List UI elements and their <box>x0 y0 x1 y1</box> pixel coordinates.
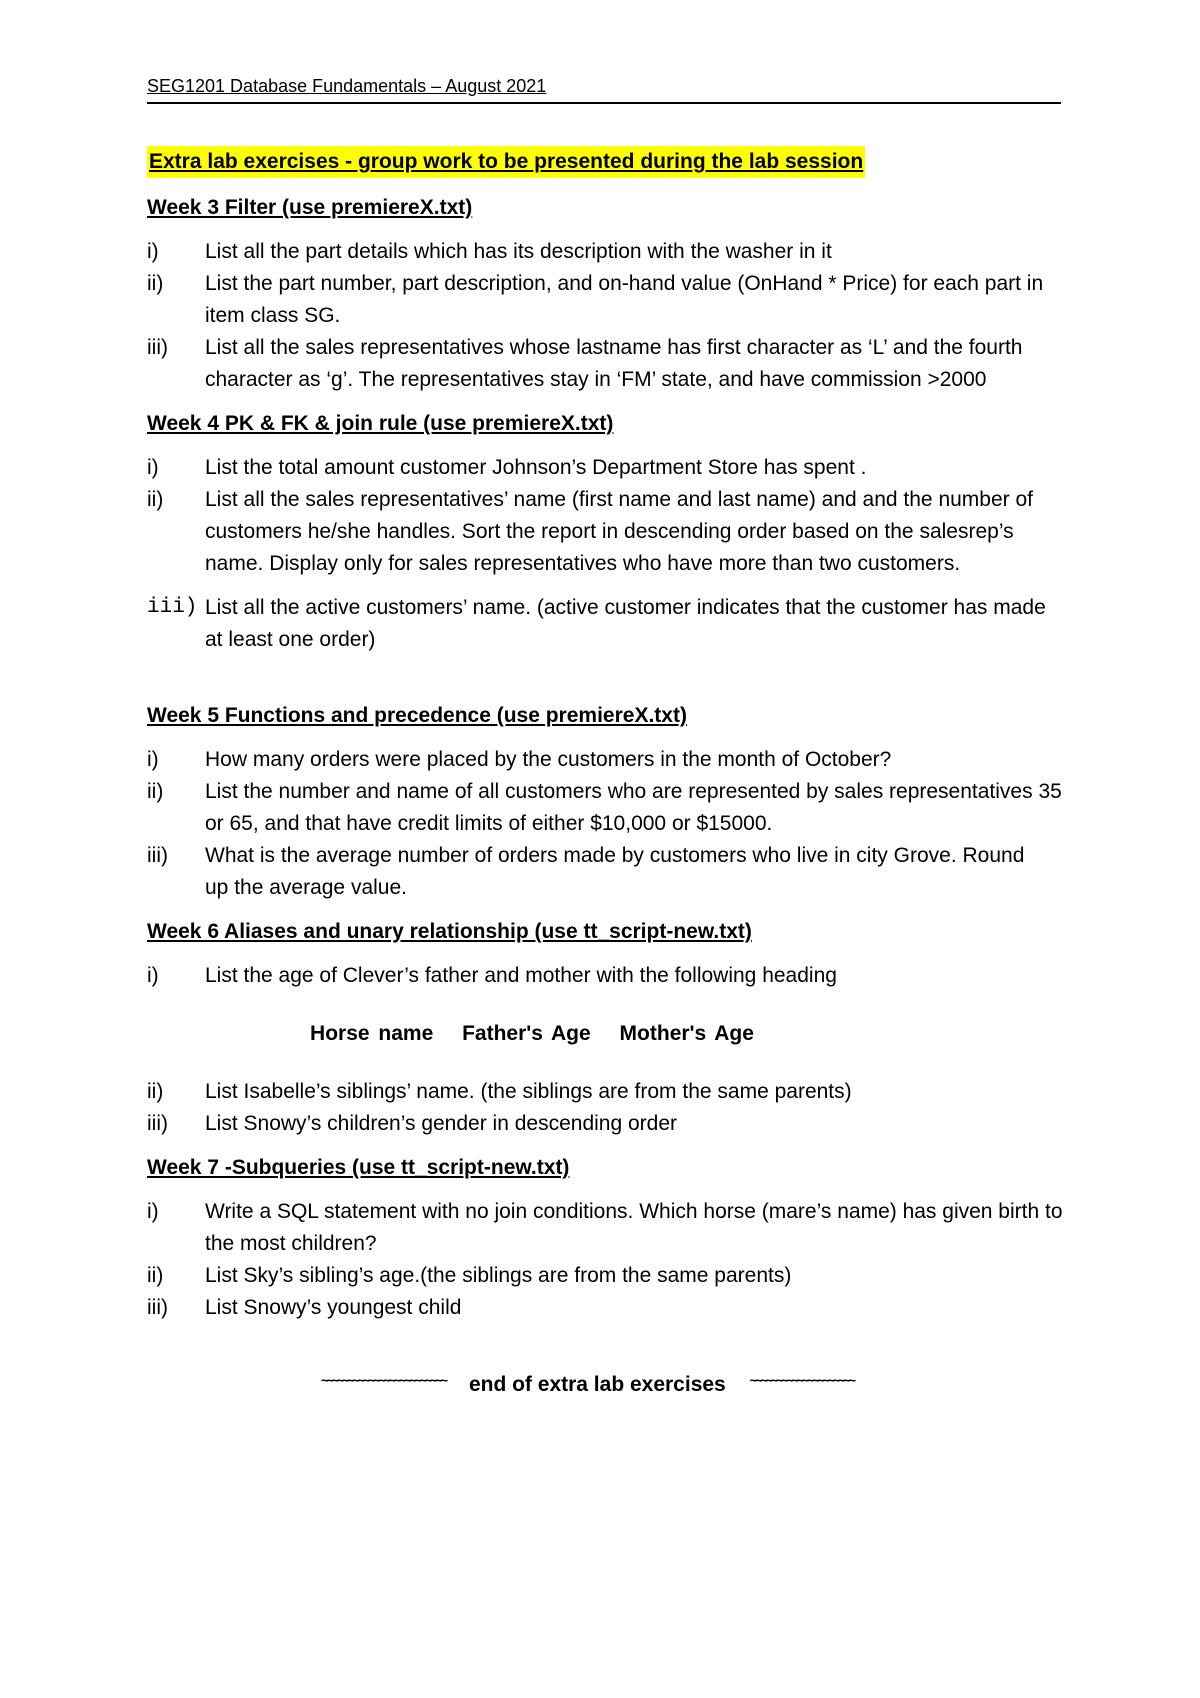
item-text: List Sky’s sibling’s age.(the siblings are from the same parents) <box>205 1264 792 1287</box>
item-list <box>147 236 1067 396</box>
item-text: List Snowy’s youngest child <box>205 1296 462 1319</box>
section-week5 <box>147 700 1067 904</box>
item-list <box>147 1076 1067 1140</box>
end-text: end of extra lab exercises <box>468 1373 726 1396</box>
item-text: How many orders were placed by the customers in the month of October? <box>205 748 892 771</box>
item-number: iii) <box>147 844 168 867</box>
list-item <box>147 1076 1067 1108</box>
section-heading: Week 4 PK & FK & join rule (use premiereX.txt) <box>147 412 614 435</box>
item-text: What is the average number of orders made by customers who live in city Grove. Round up the average value. <box>205 844 1025 899</box>
list-item <box>147 592 1067 656</box>
list-item <box>147 1108 1067 1140</box>
list-item <box>147 452 1065 484</box>
item-number: i) <box>147 456 159 479</box>
item-list <box>147 960 1067 992</box>
heading-horse-name: Horse name <box>310 1022 434 1045</box>
item-list <box>147 452 1067 656</box>
item-text: List all the sales representatives whose lastname has first character as ‘L’ and the fourth character as ‘g’. The representatives stay in ‘FM’ state, and have commission >2000 <box>205 336 1023 391</box>
item-text: List all the sales representatives’ name (first name and last name) and and the number of customers he/she handles. Sort the report in descending order based on the salesrep’s name. Display only for sales representatives who have more than two customers. <box>205 488 1033 575</box>
list-item <box>147 268 1045 332</box>
list-item <box>147 332 1045 396</box>
item-text: Write a SQL statement with no join conditions. Which horse (mare’s name) has given birth to the most children? <box>205 1200 1063 1255</box>
section-heading: Week 7 -Subqueries (use tt_script-new.txt) <box>147 1156 570 1179</box>
item-list <box>147 744 1067 904</box>
left-tildes: ~~~~~~~~~~~~~~~~~~~~~~~~ <box>320 1372 446 1388</box>
document-title: Extra lab exercises - group work to be presented during the lab session <box>147 146 865 178</box>
list-item <box>147 840 1035 904</box>
page-header <box>147 74 1061 104</box>
list-item <box>147 776 1067 840</box>
item-number: iii) <box>147 1112 168 1135</box>
section-heading: Week 6 Aliases and unary relationship (use tt_script-new.txt) <box>147 920 752 943</box>
list-item <box>147 960 1067 992</box>
list-item <box>147 744 1067 776</box>
item-number: ii) <box>147 272 164 295</box>
list-item <box>147 484 1067 580</box>
item-number: i) <box>147 748 159 771</box>
item-number: i) <box>147 964 159 987</box>
item-text: List Snowy’s children’s gender in descending order <box>205 1112 678 1135</box>
list-item <box>147 1260 1067 1292</box>
item-text: List Isabelle’s siblings’ name. (the siblings are from the same parents) <box>205 1080 852 1103</box>
item-text: List the part number, part description, and on-hand value (OnHand * Price) for each part in item class SG. <box>205 272 1044 327</box>
header-text: SEG1201 Database Fundamentals – August 2021 <box>147 76 547 96</box>
item-list <box>147 1196 1067 1324</box>
heading-father-age: Father's Age <box>462 1022 591 1045</box>
heading-mother-age: Mother's Age <box>619 1022 754 1045</box>
item-number: iii) <box>147 1296 168 1319</box>
item-number: ii) <box>147 1264 164 1287</box>
list-item <box>147 1196 1067 1260</box>
item-number: iii) <box>147 336 168 359</box>
item-number: i) <box>147 1200 159 1223</box>
section-week6 <box>147 916 1067 1140</box>
table-heading-row <box>0 1018 1067 1050</box>
item-number: ii) <box>147 1080 164 1103</box>
item-text: List the age of Clever’s father and mother with the following heading <box>205 964 837 987</box>
title-row <box>147 146 1067 178</box>
section-heading: Week 3 Filter (use premiereX.txt) <box>147 196 473 219</box>
section-week4 <box>147 408 1067 656</box>
item-text: List the number and name of all customers who are represented by sales representatives 35 or 65, and that have credit limits of either $10,000 or $15000. <box>205 780 1062 835</box>
section-week3 <box>147 192 1067 396</box>
end-marker <box>107 1364 1067 1401</box>
item-text: List all the active customers’ name. (active customer indicates that the customer has made at least one order) <box>205 596 1046 651</box>
item-number: ii) <box>147 488 164 511</box>
list-item <box>147 236 1005 268</box>
item-text: List the total amount customer Johnson’s Department Store has spent . <box>205 456 867 479</box>
section-heading: Week 5 Functions and precedence (use premiereX.txt) <box>147 704 687 727</box>
item-number: i) <box>147 240 159 263</box>
item-number: iii) <box>147 596 198 619</box>
right-tildes: ~~~~~~~~~~~~~~~~~~~~ <box>749 1372 854 1388</box>
item-number: ii) <box>147 780 164 803</box>
section-week7 <box>147 1152 1067 1324</box>
list-item <box>147 1292 1067 1324</box>
document-body <box>147 146 1067 1401</box>
item-text: List all the part details which has its description with the washer in it <box>205 240 832 263</box>
